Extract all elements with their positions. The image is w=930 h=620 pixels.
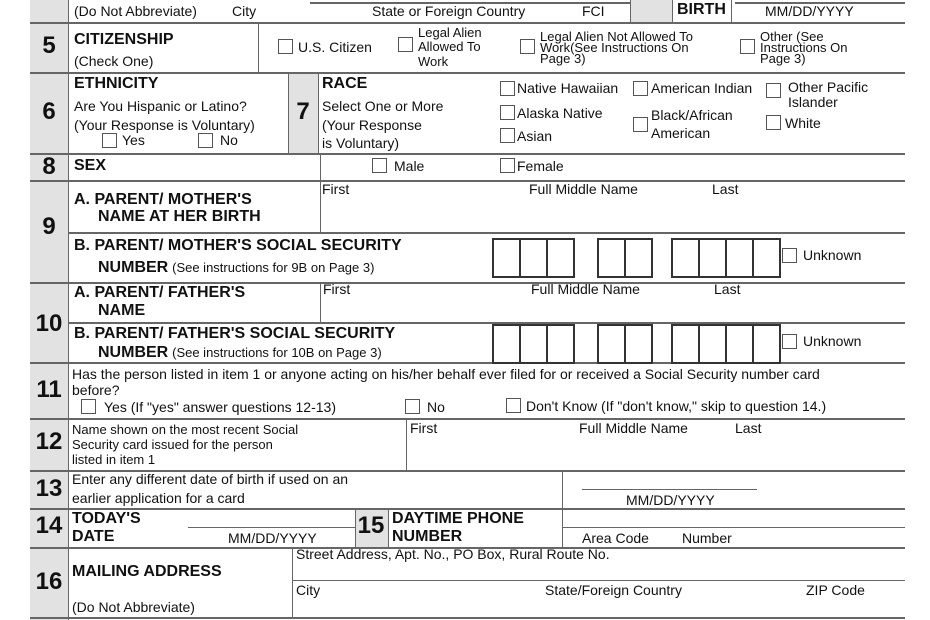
- asian-label: Asian: [517, 128, 553, 144]
- divider: [292, 580, 905, 581]
- last-name-label: Last: [735, 420, 762, 436]
- divider: [258, 22, 259, 72]
- divider: [672, 0, 673, 22]
- divider: [30, 22, 905, 24]
- prior-card-dont-know-label: Don't Know (If "don't know," skip to question 14.): [526, 398, 827, 414]
- date-format-label: MM/DD/YYYY: [626, 492, 715, 508]
- first-name-label: First: [322, 181, 350, 197]
- other-citizenship-checkbox[interactable]: [740, 39, 755, 54]
- mailing-address-title: MAILING ADDRESS: [72, 563, 222, 580]
- todays-date-label: DATE: [72, 528, 115, 545]
- check-one-label: (Check One): [74, 53, 154, 69]
- mother-ssn-label: B. PARENT/ MOTHER'S SOCIAL SECURITY: [74, 237, 402, 254]
- hispanic-no-checkbox[interactable]: [198, 133, 213, 148]
- prior-card-question: Has the person listed in item 1 or anyone acting on his/her behalf ever filed for or received a Social Security number card: [72, 366, 820, 382]
- item-number: 14: [35, 512, 63, 539]
- mother-name-label: NAME AT HER BIRTH: [98, 208, 261, 225]
- us-citizen-label: U.S. Citizen: [298, 39, 372, 55]
- item-number: 5: [42, 32, 56, 59]
- other-citizenship-label: Page 3): [760, 51, 806, 66]
- mother-ssn-area-input[interactable]: [492, 238, 575, 278]
- prior-card-no-label: No: [427, 399, 445, 415]
- hispanic-yes-checkbox[interactable]: [102, 133, 117, 148]
- street-address-label: Street Address, Apt. No., PO Box, Rural Route No.: [296, 546, 610, 562]
- american-indian-checkbox[interactable]: [633, 81, 648, 96]
- fci-label: FCI: [582, 3, 605, 19]
- middle-name-label: Full Middle Name: [531, 281, 640, 297]
- prior-card-dont-know-checkbox[interactable]: [506, 398, 521, 413]
- prior-card-question: before?: [72, 382, 120, 398]
- state-label: State/Foreign Country: [545, 582, 682, 598]
- white-label: White: [785, 115, 821, 131]
- item-number: 12: [35, 428, 63, 455]
- father-ssn-serial-input[interactable]: [671, 324, 781, 364]
- legal-alien-allowed-label: Allowed To: [418, 39, 481, 54]
- birth-number-cell: [630, 0, 672, 22]
- prior-card-yes-label: Yes (If "yes" answer questions 12-13): [104, 399, 336, 415]
- legal-alien-allowed-label: Work: [418, 54, 449, 69]
- legal-alien-not-allowed-checkbox[interactable]: [520, 39, 535, 54]
- phone-number-label: Number: [682, 530, 732, 546]
- item-number: 8: [42, 153, 56, 180]
- divider: [292, 547, 293, 618]
- different-dob-label: earlier application for a card: [72, 490, 245, 506]
- divider: [731, 0, 732, 22]
- hispanic-yes-label: Yes: [122, 132, 145, 148]
- female-label: Female: [517, 158, 564, 174]
- item-number: 9: [42, 213, 56, 240]
- item-number: 10: [35, 310, 63, 337]
- middle-name-label: Full Middle Name: [579, 420, 688, 436]
- citizenship-title: CITIZENSHIP: [74, 31, 174, 48]
- city-state-zip-input[interactable]: [296, 598, 901, 615]
- alaska-native-checkbox[interactable]: [500, 105, 515, 120]
- unknown-label: Unknown: [803, 247, 862, 263]
- divider: [320, 282, 321, 322]
- divider: [30, 180, 905, 182]
- different-dob-label: Enter any different date of birth if used on an: [72, 471, 349, 487]
- mother-name-label: A. PARENT/ MOTHER'S: [74, 191, 252, 208]
- do-not-abbreviate-label: (Do Not Abbreviate): [74, 3, 197, 19]
- hispanic-question: Are You Hispanic or Latino?: [74, 98, 247, 114]
- divider: [320, 153, 321, 232]
- race-instruction: is Voluntary): [322, 135, 400, 151]
- legal-alien-not-allowed-label: Work(See Instructions On: [540, 40, 689, 55]
- middle-name-label: Full Middle Name: [529, 181, 638, 197]
- hispanic-no-label: No: [220, 132, 238, 148]
- unknown-label: Unknown: [803, 333, 862, 349]
- american-indian-label: American Indian: [651, 80, 753, 96]
- divider: [68, 232, 905, 234]
- prior-card-yes-checkbox[interactable]: [81, 399, 96, 414]
- asian-checkbox[interactable]: [500, 128, 515, 143]
- race-instruction: Select One or More: [322, 98, 444, 114]
- mother-ssn-group-input[interactable]: [597, 238, 653, 278]
- other-citizenship-label: Other (See: [760, 29, 824, 44]
- todays-date-label: TODAY'S: [72, 510, 141, 527]
- black-african-american-label: Black/African: [651, 107, 733, 123]
- mother-ssn-serial-input[interactable]: [671, 238, 781, 278]
- voluntary-note: (Your Response is Voluntary): [74, 117, 255, 133]
- father-ssn-label: B. PARENT/ FATHER'S SOCIAL SECURITY: [74, 325, 396, 342]
- recent-card-name-label: listed in item 1: [72, 452, 156, 467]
- male-label: Male: [394, 158, 425, 174]
- mother-ssn-label: NUMBER: [98, 259, 169, 276]
- divider: [30, 153, 905, 155]
- birth-label: BIRTH: [677, 1, 726, 18]
- divider: [30, 418, 905, 420]
- first-name-label: First: [410, 420, 438, 436]
- other-citizenship-label: Instructions On: [760, 40, 848, 55]
- phone-input[interactable]: [562, 510, 905, 528]
- white-checkbox[interactable]: [766, 115, 781, 130]
- father-name-label: NAME: [98, 302, 146, 319]
- legal-alien-allowed-checkbox[interactable]: [398, 37, 413, 52]
- father-name-label: A. PARENT/ FATHER'S: [74, 284, 246, 301]
- different-dob-input[interactable]: [582, 475, 757, 490]
- mother-ssn-unknown-checkbox[interactable]: [782, 248, 797, 263]
- other-pacific-islander-label: Other Pacific: [788, 79, 869, 95]
- recent-card-name-input[interactable]: [410, 438, 900, 468]
- divider: [30, 72, 905, 74]
- race-title: RACE: [322, 75, 368, 92]
- legal-alien-allowed-label: Legal Alien: [418, 25, 482, 40]
- father-ssn-area-input[interactable]: [492, 324, 575, 364]
- ethnicity-title: ETHNICITY: [74, 75, 159, 92]
- race-instruction: (Your Response: [322, 117, 422, 133]
- phone-label: DAYTIME PHONE: [392, 510, 524, 527]
- mother-ssn-note: (See instructions for 9B on Page 3): [172, 260, 375, 275]
- first-name-label: First: [323, 281, 351, 297]
- do-not-abbreviate-label: (Do Not Abbreviate): [72, 599, 195, 615]
- date-format-label: MM/DD/YYYY: [228, 530, 317, 546]
- black-african-american-label: American: [651, 125, 711, 141]
- divider: [30, 617, 905, 619]
- native-hawaiian-checkbox[interactable]: [500, 81, 515, 96]
- mother-name-input[interactable]: [322, 198, 902, 230]
- last-name-label: Last: [714, 281, 741, 297]
- father-ssn-note: (See instructions for 10B on Page 3): [172, 345, 382, 360]
- recent-card-name-label: Security card issued for the person: [72, 437, 273, 452]
- prior-card-no-checkbox[interactable]: [405, 399, 420, 414]
- legal-alien-not-allowed-label: Legal Alien Not Allowed To: [540, 29, 693, 44]
- birth-date-format: MM/DD/YYYY: [765, 3, 854, 19]
- item-number: 13: [35, 475, 63, 502]
- last-name-label: Last: [712, 181, 739, 197]
- divider: [562, 470, 563, 547]
- recent-card-name-label: Name shown on the most recent Social: [72, 422, 299, 437]
- alaska-native-label: Alaska Native: [517, 105, 603, 121]
- item-number: 16: [35, 568, 63, 595]
- divider: [630, 0, 631, 22]
- black-african-american-checkbox[interactable]: [633, 117, 648, 132]
- female-checkbox[interactable]: [500, 158, 515, 173]
- item-number: 11: [36, 376, 62, 403]
- city-label: City: [296, 582, 321, 598]
- todays-date-input[interactable]: [188, 512, 355, 528]
- phone-label: NUMBER: [392, 528, 463, 545]
- male-checkbox[interactable]: [372, 158, 387, 173]
- divider: [406, 418, 407, 470]
- divider: [68, 0, 69, 620]
- father-ssn-label: NUMBER: [98, 344, 169, 361]
- item-number: 6: [42, 98, 56, 125]
- father-ssn-group-input[interactable]: [597, 324, 653, 364]
- sex-title: SEX: [74, 157, 107, 174]
- state-label: State or Foreign Country: [372, 3, 526, 19]
- item-number: 7: [296, 98, 310, 125]
- item-number: 15: [357, 512, 385, 539]
- area-code-label: Area Code: [582, 530, 649, 546]
- legal-alien-not-allowed-label: Page 3): [540, 51, 586, 66]
- us-citizen-checkbox[interactable]: [278, 39, 293, 54]
- father-ssn-unknown-checkbox[interactable]: [782, 334, 797, 349]
- father-name-input[interactable]: [322, 298, 902, 320]
- zip-label: ZIP Code: [806, 582, 865, 598]
- city-label: City: [232, 3, 257, 19]
- street-address-input[interactable]: [296, 562, 901, 578]
- native-hawaiian-label: Native Hawaiian: [517, 80, 619, 96]
- other-pacific-islander-checkbox[interactable]: [766, 83, 781, 98]
- other-pacific-islander-label: Islander: [788, 94, 838, 110]
